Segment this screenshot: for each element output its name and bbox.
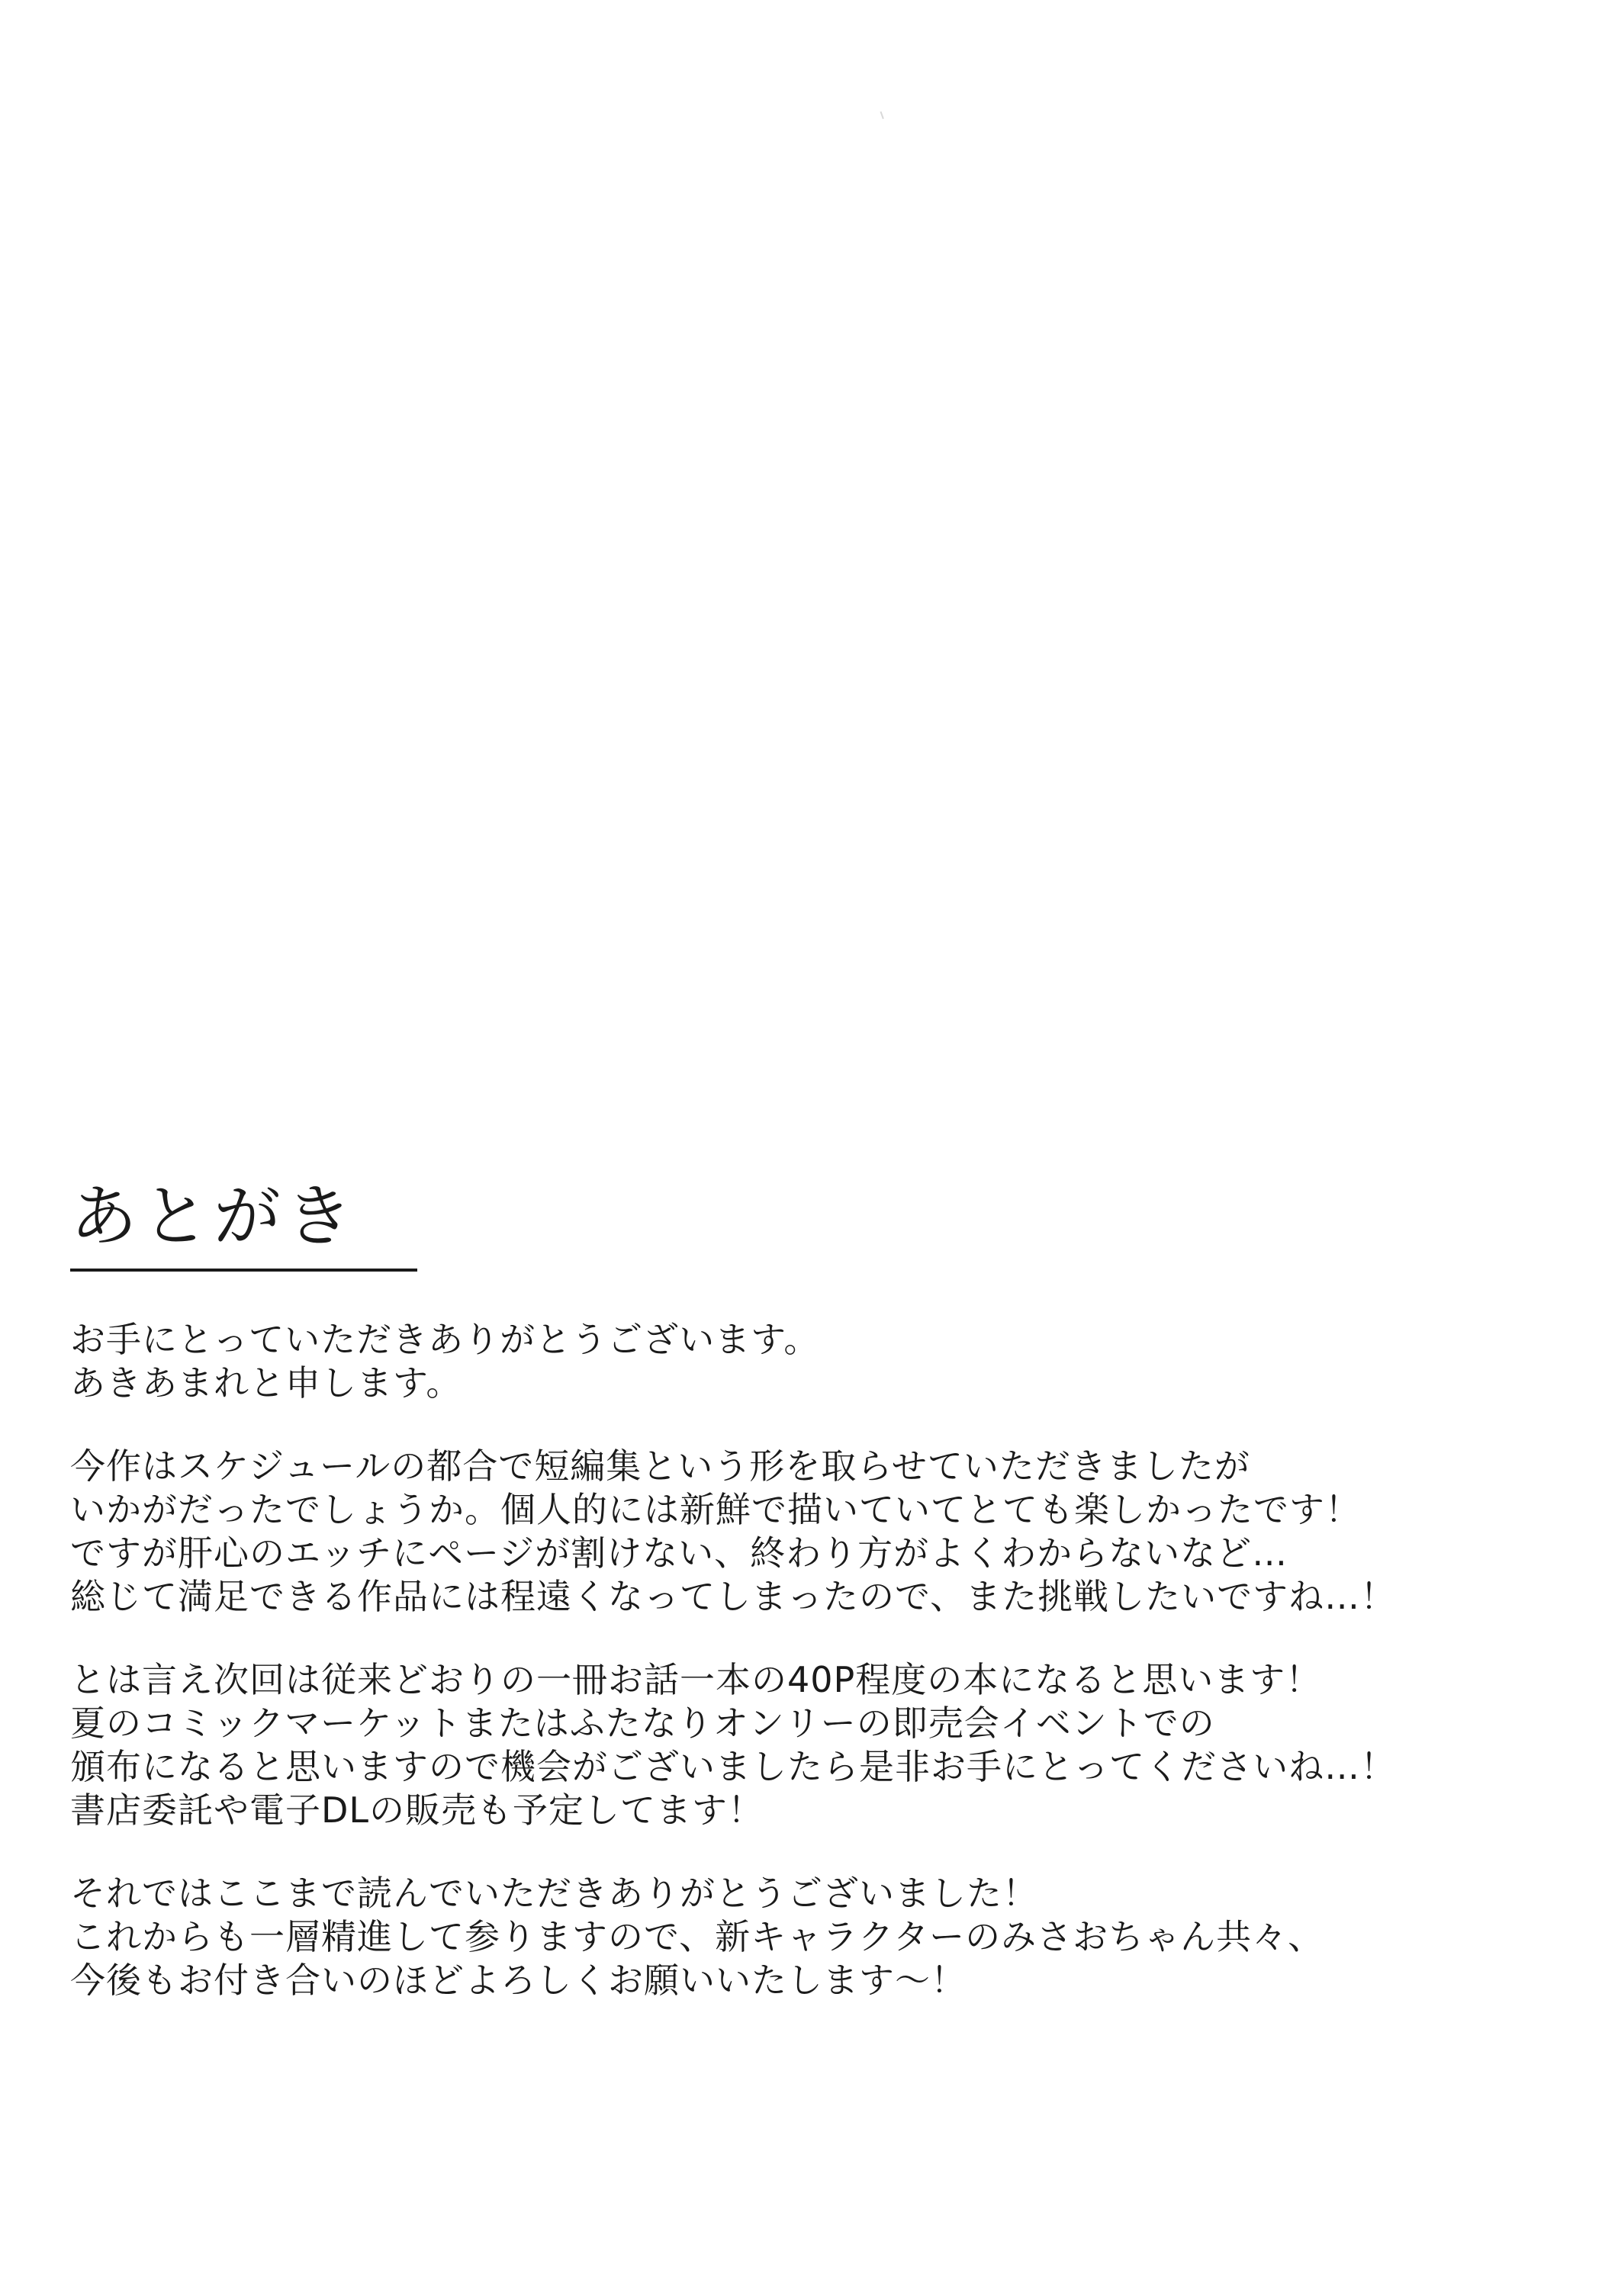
paragraph-this-work	[70, 1445, 1558, 1619]
text-line: 今作はスケジュールの都合で短編集という形を取らせていただきましたが	[70, 1445, 1250, 1487]
text-line: 総じて満足できる作品には程遠くなってしまったので、また挑戦したいですね…！	[70, 1576, 1397, 1617]
text-line: とは言え次回は従来どおりの一冊お話一本の40P程度の本になると思います！	[70, 1659, 1322, 1700]
paragraph-greeting	[70, 1318, 1558, 1405]
paragraph-next-work	[70, 1658, 1558, 1832]
afterword-heading: あとがき	[70, 1177, 358, 1256]
text-line: いかがだったでしょうか。個人的には新鮮で描いていてとても楽しかったです！	[70, 1489, 1361, 1530]
text-line: 頒布になると思いますので機会がございましたら是非お手にとってくださいね…！	[70, 1746, 1397, 1787]
text-line: あきあまれと申します。	[70, 1362, 462, 1404]
paragraph-closing	[70, 1872, 1558, 2002]
text-line: 書店委託や電子DLの販売も予定してます！	[70, 1790, 764, 1831]
text-line: 今後もお付き合いのほどよろしくお願いいたします～！	[70, 1960, 967, 2001]
text-line: ですが肝心のエッチにページが割けない、終わり方がよくわからないなど…	[70, 1532, 1288, 1574]
text-line: それではここまで読んでいただきありがとうございました！	[70, 1873, 1038, 1914]
text-line: これからも一層精進して参りますので、新キャラクターのみさおちゃん共々、	[70, 1916, 1324, 1957]
heading-underline	[70, 1269, 417, 1272]
paper-speck	[880, 110, 889, 119]
text-line: お手にとっていただきありがとうございます。	[70, 1319, 820, 1360]
afterword-body	[70, 1318, 1558, 2042]
text-line: 夏のコミックマーケットまたはふたなりオンリーの即売会イベントでの	[70, 1703, 1215, 1744]
